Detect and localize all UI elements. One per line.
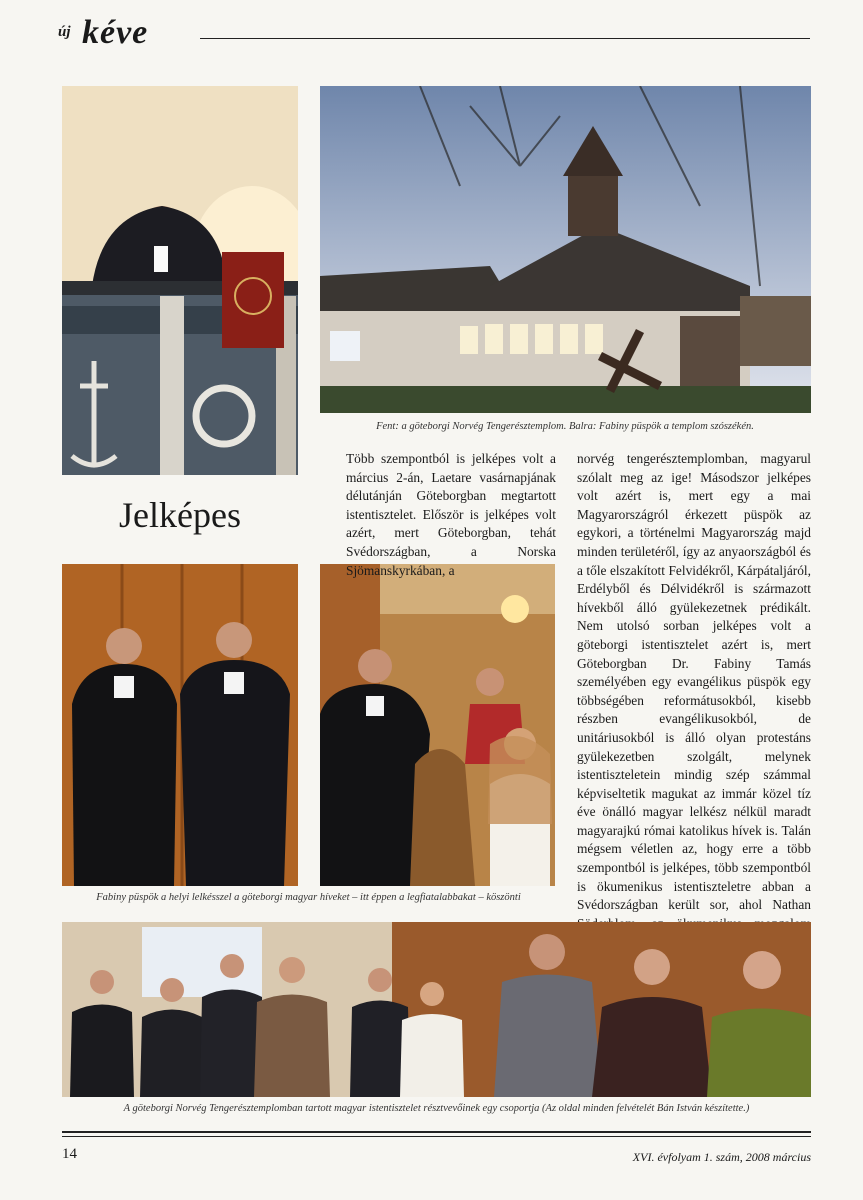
photo-church: [320, 86, 811, 413]
masthead-rule: [200, 38, 810, 39]
masthead-title: kéve: [82, 14, 149, 51]
photo-pulpit: [62, 86, 298, 475]
caption-middle: Fabiny püspök a helyi lelkésszel a göteborgi magyar híveket – itt éppen a legfiatalabbakat – köszönti: [96, 892, 521, 903]
masthead-prefix: új: [58, 24, 71, 40]
footer-rule-thick: [62, 1131, 811, 1133]
article-column-1: Több szempontból is jelképes volt a március 2-án, Laetare vasárnapjának délutánján Göteborgban megtartott istentisztelet. Először is jelképes volt azért, mert Göteborgban, tehát Svédországban, a Norska Sjömanskyrkában, a: [346, 451, 556, 578]
footer-rule-thin: [62, 1136, 811, 1137]
masthead: [58, 14, 810, 54]
photo-group: [62, 922, 811, 1097]
photo-greeting: [320, 564, 555, 886]
caption-bottom: A göteborgi Norvég Tengerésztemplomban tartott magyar istentisztelet résztvevőinek egy csoportja (Az oldal minden felvételét Bán István készítette.): [123, 1103, 750, 1114]
page-number: 14: [62, 1146, 77, 1162]
photo-pastors: [62, 564, 298, 886]
page-title: Jelképes: [119, 495, 241, 535]
caption-top: Fent: a göteborgi Norvég Tengerésztemplom. Balra: Fabiny püspök a templom szószékén.: [376, 421, 754, 432]
article-column-2: norvég tengerésztemplomban, magyarul szólalt meg az ige! Másodszor jelképes volt azért is, mert egy a mai Magyarországról érkezett püspök az egykori, a történelmi Magyarország majd minden területéről, így az anyaországból és a tőle elszakított Felvidékről, Kárpátaljáról, Erdélyből és Délvidékről is származott hívekből álló gyülekezetnek prédikált. Nem utolsó sorban jelképes volt a göteborgi istentisztelet azért is, mert Göteborgban Dr. Fabiny Tamás személyében egy evangélikus püspök egy többségében reformátusokból, kisebb részben evangélikusokból, de unitáriusokból is álló olyan protestáns gyülekezetben szolgált, melynek istentiszteletein mindig szép számmal képviseltetik magukat az immár közel tíz éve önálló magyar lelkész nélkül maradt magyarajkú római katolikus hívek is. Talán mégsem véletlen az, hogy erre a több szempontból is jelképes, több szempontból is ökumenikus istentiszteletre abban a Svédországban került sor, ahol Nathan: [577, 451, 811, 913]
issue-info: XVI. évfolyam 1. szám, 2008 március: [632, 1150, 811, 1164]
